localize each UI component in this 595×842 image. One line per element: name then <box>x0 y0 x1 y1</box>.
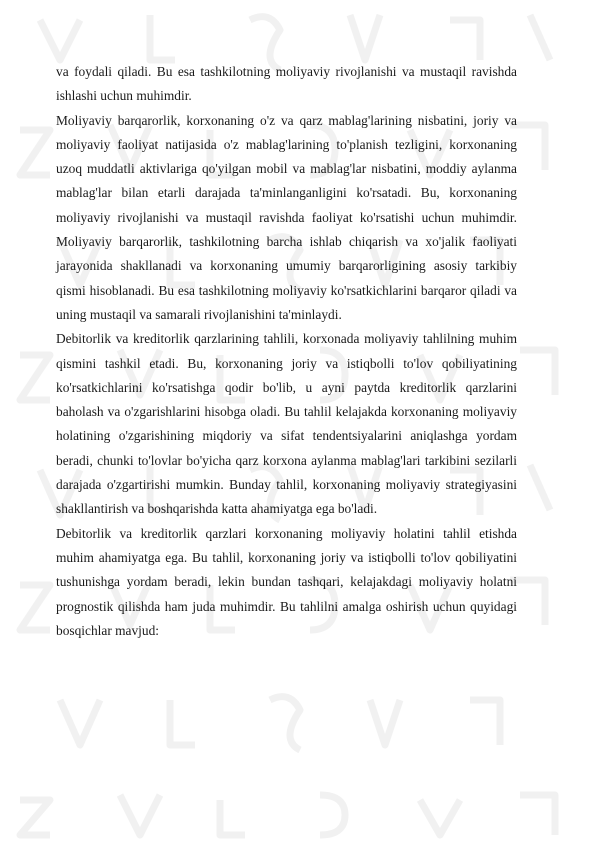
paragraph-continuation: va foydali qiladi. Bu esa tashkilotning moliyaviy rivojlanishi va mustaqil ravishda ishlashi uchun muhimdir. <box>56 64 517 104</box>
document-body <box>56 60 517 643</box>
paragraph-receivables-importance: Debitorlik va kreditorlik qarzlari korxonaning moliyaviy holatini tahlil etishda muhim ahamiyatga ega. Bu tahlil, korxonaning joriy va istiqbolli to'lov qobiliyatini tushunishga yordam beradi, lekin bundan tashqari, kelajakdagi moliyaviy holatni prognostik qilishda ham juda muhimdir. Bu tahlilni amalga oshirish uchun quyidagi bosqichlar mavjud: <box>56 525 517 638</box>
paragraph-receivables-analysis: Debitorlik va kreditorlik qarzlarining tahlili, korxonada moliyaviy tahlilning muhim qismini tashkil etadi. Bu, korxonaning joriy va istiqbolli to'lov qobiliyatining ko'rsatkichlarini ko'rsatishga qodir bo'lib, u ayni paytda kreditorlik qarzlarini baholash va o'zgarishlarini hisobga oladi. Bu tahlil kelajakda korxonaning moliyaviy holatining o'zgarishining miqdoriy va sifat tendentsiyalarini aniqlashga yordam beradi, chunki to'lovlar bo'yicha qarz korxona aylanma mablag'lari tarkibini sezilarli darajada o'zgartirishi mumkin. Bunday tahlil, korxonaning moliyaviy strategiyasini shakllantirish va boshqarishda katta ahamiyatga ega bo'ladi. <box>56 331 517 517</box>
paragraph-financial-stability: Moliyaviy barqarorlik, korxonaning o'z va qarz mablag'larining nisbatini, joriy va moliyaviy faoliyat natijasida o'z mablag'larining to'planish tezligini, korxonaning uzoq muddatli aktivlariga qo'yilgan mobil va mablag'lar nisbatini, moddiy aylanma mablag'lar bilan etarli darajada ta'minlanganligini ko'rsatadi. Bu, korxonaning moliyaviy rivojlanishi va mustaqil ravishda faoliyat ko'rsatishi uchun muhimdir. Moliyaviy barqarorlik, tashkilotning barcha ishlab chiqarish va xo'jalik faoliyati jarayonida shakllanadi va korxonaning umumiy barqarorligining asosiy tarkibiy qismi hisoblanadi. Bu esa tashkilotning moliyaviy ko'rsatkichlarini barqaror qiladi va uning mustaqil va samarali rivojlanishini ta'minlaydi. <box>56 112 517 322</box>
